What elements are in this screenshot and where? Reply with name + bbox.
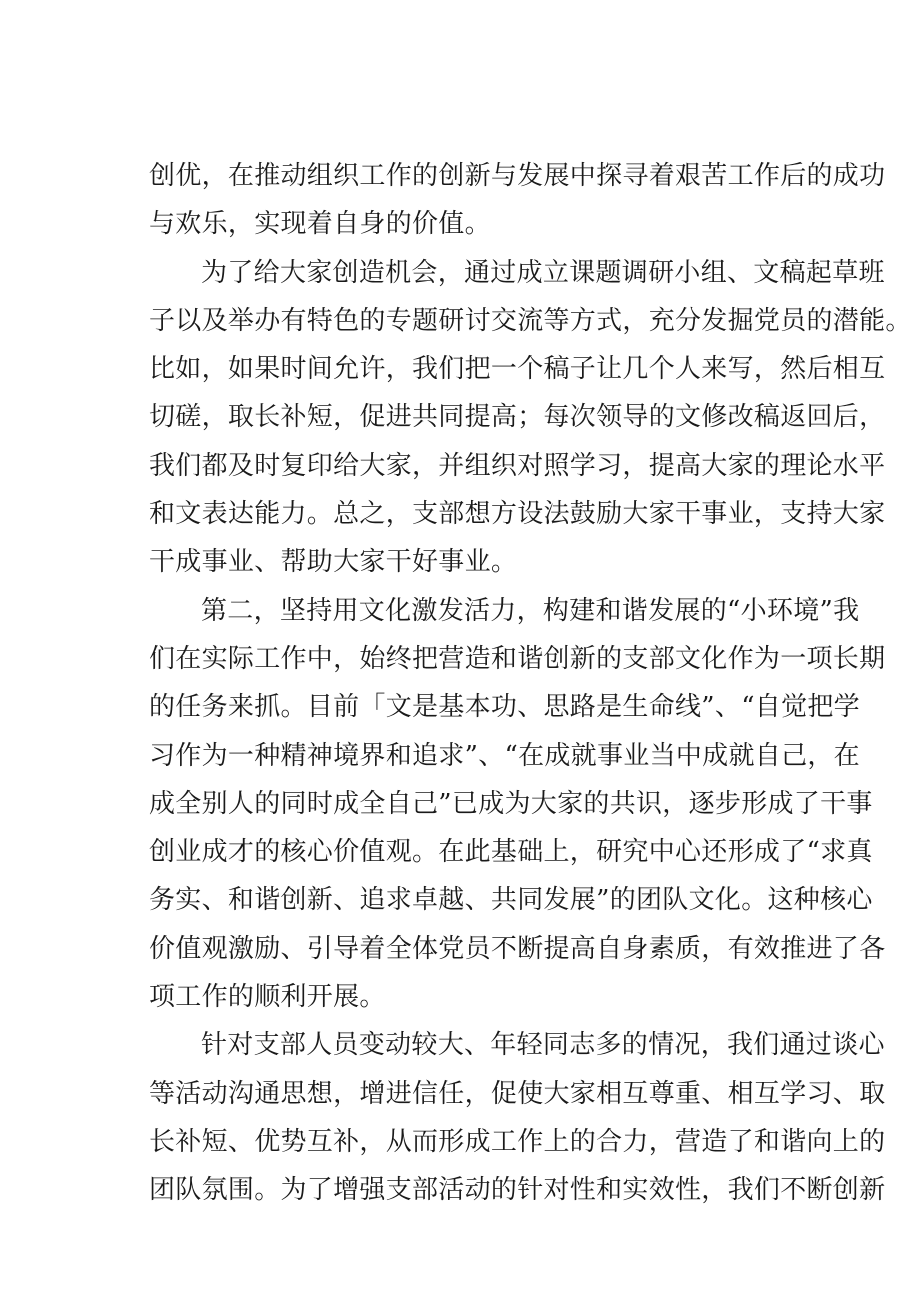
text-line: 第二，坚持用文化激发活力，构建和谐发展的“小环境”我 [201, 595, 860, 626]
text-line: 切磋，取长补短，促进共同提高；每次领导的文修改稿返回后， [149, 402, 886, 433]
text-line: 我们都及时复印给大家，并组织对照学习，提高大家的理论水平 [149, 450, 886, 481]
paragraph-1 [149, 152, 886, 249]
text-line: 为了给大家创造机会，通过成立课题调研小组、文稿起草班 [201, 257, 885, 288]
text-line: 成全别人的同时成全自己”已成为大家的共识，逐步形成了干事 [149, 788, 873, 819]
paragraph-3 [149, 587, 886, 1022]
text-line: 和文表达能力。总之，支部想方设法鼓励大家干事业，支持大家 [149, 499, 886, 530]
text-line: 创优，在推动组织工作的创新与发展中探寻着艰苦工作后的成功 [149, 161, 886, 191]
text-line: 等活动沟通思想，增进信任，促使大家相互尊重、相互学习、取 [149, 1078, 886, 1109]
text-line: 长补短、优势互补，从而形成工作上的合力，营造了和谐向上的 [149, 1126, 886, 1157]
text-line: 价值观激励、引导着全体党员不断提高自身素质，有效推进了各 [149, 933, 886, 964]
text-line: 团队氛围。为了增强支部活动的针对性和实效性，我们不断创新 [149, 1175, 886, 1206]
text-line: 子以及举办有特色的专题研讨交流等方式，充分发掘党员的潜能。 [149, 305, 912, 336]
text-line: 干成事业、帮助大家干好事业。 [149, 547, 518, 578]
text-line: 比如，如果时间允许，我们把一个稿子让几个人来写，然后相互 [149, 354, 886, 385]
text-line: 们在实际工作中，始终把营造和谐创新的支部文化作为一项长期 [149, 643, 886, 674]
text-line: 务实、和谐创新、追求卓越、共同发展”的团队文化。这种核心 [149, 885, 873, 916]
text-line: 的任务来抓。目前「文是基本功、思路是生命线”、“自觉把学 [149, 692, 860, 723]
text-line: 与欢乐，实现着自身的价值。 [149, 209, 491, 240]
paragraph-4 [149, 1021, 886, 1214]
document-body [149, 152, 912, 1215]
text-line: 创业成才的核心价值观。在此基础上，研究中心还形成了“求真 [149, 837, 873, 868]
text-line: 针对支部人员变动较大、年轻同志多的情况，我们通过谈心 [201, 1030, 885, 1061]
text-line: 习作为一种精神境界和追求”、“在成就事业当中成就自己，在 [149, 740, 860, 771]
text-line: 项工作的顺利开展。 [149, 982, 386, 1013]
paragraph-2 [149, 249, 912, 587]
